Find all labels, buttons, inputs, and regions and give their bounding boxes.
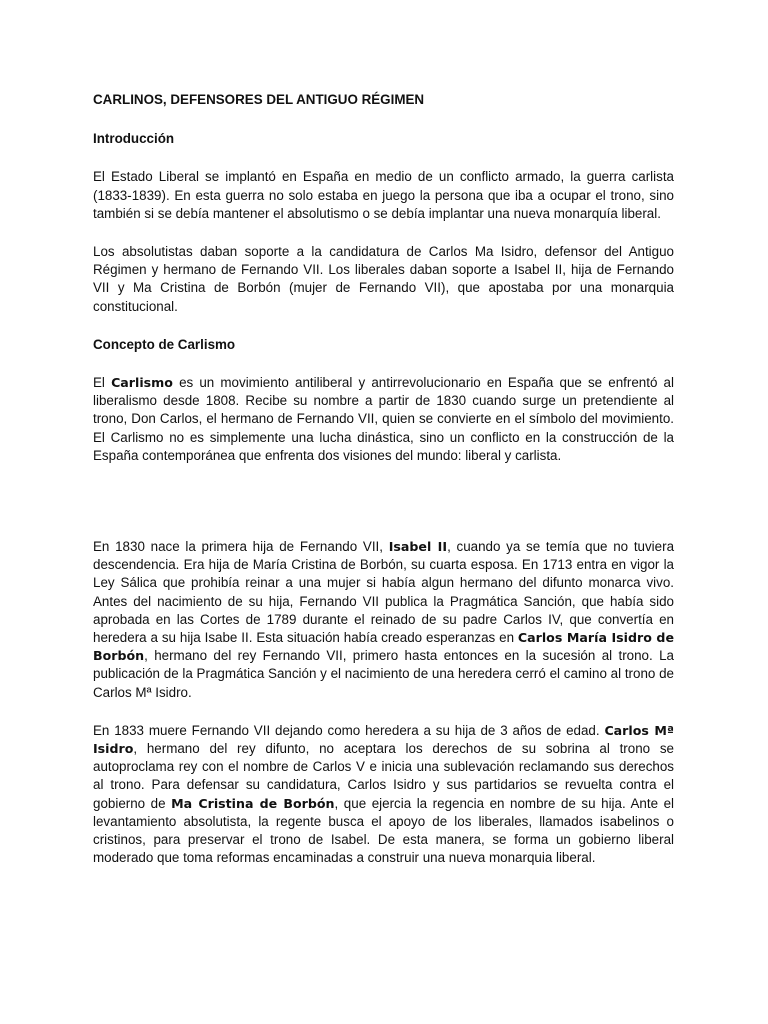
p1830-text-2: , cuando ya se temía que no tuviera descendencia. Era hija de María Cristina de Borbón, su cuarta esposa. En 1713 entra en vigor la Ley Sálica que prohibía reinar a una mujer si había algun hermano del difunto monarca vivo. Antes del nacimiento de su hija, Fernando VII publica la Pragmática Sanción, que había sido aprobada en las Cortes de 1789 durante el reinado de su padre Carlos IV, que convertía en heredera a su hija Isabe II. Esta situación había creado esperanzas en <box>93 539 675 646</box>
p1833-bold-cristina: Ma Cristina de Borbón <box>171 795 335 811</box>
document-page <box>93 91 674 888</box>
paragraph-1830 <box>93 538 674 702</box>
p1830-bold-carlos: Carlos María Isidro de Borbón <box>93 630 674 664</box>
intro-paragraph-2: Los absolutistas daban soporte a la candidatura de Carlos Ma Isidro, defensor del Antiguo Régimen y hermano de Fernando VII. Los liberales daban soporte a Isabel II, hija de Fernando VII y Ma Cristina de Borbón (mujer de Fernando VII), que apostaba por una monarquia constitucional. <box>93 244 674 314</box>
concept-bold-carlismo: Carlismo <box>111 375 173 391</box>
p1833-bold-carlos: Carlos Mª Isidro <box>93 722 674 757</box>
p1830-bold-isabel: Isabel II <box>388 539 448 555</box>
intro-heading: Introducción <box>93 131 175 147</box>
concept-text-2: es un movimiento antiliberal y antirrevolucionario en España que se enfrentó al liberalismo desde 1808. Recibe su nombre a partir de 1830 cuando surge un pretendiente al trono, Don Carlos, el hermano de Fernando VII, quien se convierte en el símbolo del movimiento. El Carlismo no es simplemente una lucha dinástica, sino un conflicto en la construcción de la España contemporánea que enfrenta dos visiones del mundo: liberal y carlista. <box>93 375 674 463</box>
document-title: CARLINOS, DEFENSORES DEL ANTIGUO RÉGIMEN <box>93 92 425 107</box>
p1833-text-1: En 1833 muere Fernando VII dejando como heredera a su hija de 3 años de edad. <box>93 722 605 738</box>
concept-heading: Concepto de Carlismo <box>93 336 236 352</box>
blank-space <box>93 485 674 538</box>
p1830-text-1: En 1830 nace la primera hija de Fernando VII, <box>93 539 389 555</box>
p1830-text-3: , hermano del rey Fernando VII, primero hasta entonces en la sucesión al trono. La publicación de la Pragmática Sanción y el nacimiento de una heredera cerró el camino al trono de Carlos Mª Isidro. <box>93 648 674 700</box>
p1833-text-2: , hermano del rey difunto, no aceptara los derechos de su sobrina al trono se autoproclama rey con el nombre de Carlos V e inicia una sublevación reclamando sus derechos al trono. Para defensar su candidatura, Carlos Isidro y sus partidarios se revuelta contra el gobierno de <box>93 741 674 811</box>
p1833-text-3: , que ejercia la regencia en nombre de su hija. Ante el levantamiento absolutista, la regente busca el apoyo de los liberales, llamados isabelinos o cristinos, para preservar el trono de Isabel. De esta manera, se forma un gobierno liberal moderado que toma reformas encaminadas a construir una nueva monarquia liberal. <box>93 795 675 866</box>
intro-paragraph-1: El Estado Liberal se implantó en España en medio de un conflicto armado, la guerra carlista (1833-1839). En esta guerra no solo estaba en juego la persona que iba a ocupar el trono, sino también si se debía mantener el absolutismo o se debía implantar una nueva monarquía liberal. <box>93 169 674 221</box>
paragraph-1833 <box>93 722 674 868</box>
concept-text-1: El <box>93 375 112 391</box>
concept-paragraph <box>93 374 674 465</box>
